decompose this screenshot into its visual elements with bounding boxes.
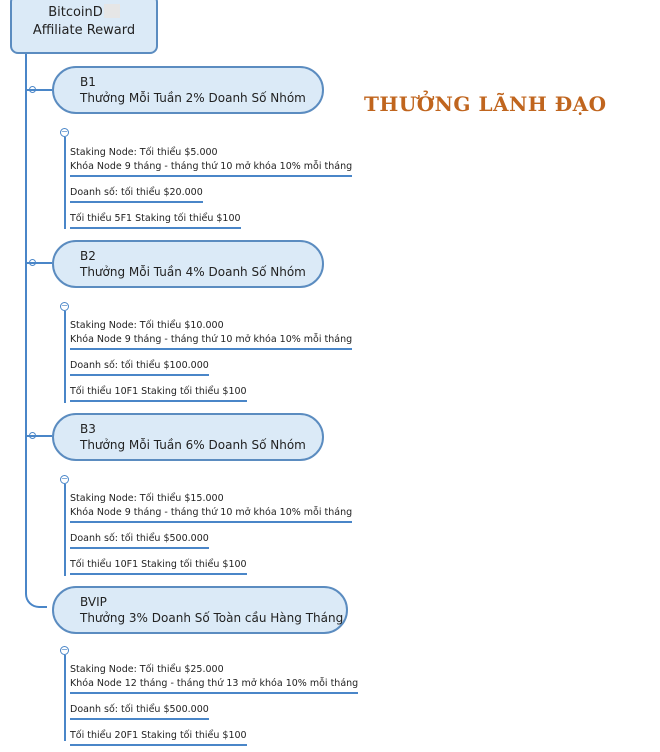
branch-title: Thưởng 3% Doanh Số Toàn cầu Hàng Tháng (80, 611, 344, 625)
sub-branch-line (64, 137, 66, 229)
branch-connector-curve (25, 580, 47, 608)
leaf-staking-lock[interactable] (70, 663, 358, 694)
branch-connector (27, 89, 52, 91)
leaf-staking: Staking Node: Tối thiểu $25.000 (70, 664, 224, 675)
section-heading: THƯỞNG LÃNH ĐẠO (364, 92, 607, 116)
collapse-toggle-icon[interactable]: − (61, 474, 68, 483)
sub-branch-line (64, 655, 66, 741)
leaf-f1[interactable]: Tối thiểu 5F1 Staking tối thiểu $100 (70, 212, 241, 229)
redacted-mark (104, 4, 120, 18)
leaf-f1[interactable]: Tối thiểu 20F1 Staking tối thiểu $100 (70, 729, 247, 746)
root-title: BitcoinD (48, 5, 103, 20)
branch-connector (27, 435, 52, 437)
sub-branch-line (64, 311, 66, 403)
leaf-lock: Khóa Node 9 tháng - tháng thứ 10 mở khóa 10% mỗi tháng (70, 506, 352, 523)
leaf-sales[interactable]: Doanh số: tối thiểu $20.000 (70, 186, 203, 203)
leaf-sales[interactable]: Doanh số: tối thiểu $100.000 (70, 359, 209, 376)
branch-code: B1 (80, 75, 96, 89)
collapse-toggle-icon[interactable]: − (61, 301, 68, 310)
leaf-staking-lock[interactable] (70, 146, 352, 177)
trunk-line (25, 54, 27, 588)
branch-title: Thưởng Mỗi Tuần 2% Doanh Số Nhóm (80, 91, 306, 105)
leaf-staking: Staking Node: Tối thiểu $5.000 (70, 147, 218, 158)
sub-branch-line (64, 484, 66, 576)
branch-node-b2[interactable] (52, 240, 324, 288)
branch-node-b1[interactable] (52, 66, 324, 114)
leaf-f1[interactable]: Tối thiểu 10F1 Staking tối thiểu $100 (70, 558, 247, 575)
collapse-toggle-icon[interactable]: − (61, 127, 68, 136)
branch-connector (27, 262, 52, 264)
leaf-lock: Khóa Node 12 tháng - tháng thứ 13 mở khóa 10% mỗi tháng (70, 677, 358, 694)
collapse-toggle-icon[interactable]: − (61, 645, 68, 654)
branch-code: BVIP (80, 595, 107, 609)
branch-code: B3 (80, 422, 96, 436)
branch-node-bvip[interactable] (52, 586, 348, 634)
root-subtitle: Affiliate Reward (32, 23, 136, 38)
branch-code: B2 (80, 249, 96, 263)
leaf-sales[interactable]: Doanh số: tối thiểu $500.000 (70, 532, 209, 549)
leaf-staking-lock[interactable] (70, 492, 352, 523)
leaf-f1[interactable]: Tối thiểu 10F1 Staking tối thiểu $100 (70, 385, 247, 402)
leaf-staking: Staking Node: Tối thiểu $15.000 (70, 493, 224, 504)
leaf-lock: Khóa Node 9 tháng - tháng thứ 10 mở khóa 10% mỗi tháng (70, 333, 352, 350)
root-node[interactable] (10, 0, 158, 54)
branch-title: Thưởng Mỗi Tuần 4% Doanh Số Nhóm (80, 265, 306, 279)
branch-node-b3[interactable] (52, 413, 324, 461)
leaf-lock: Khóa Node 9 tháng - tháng thứ 10 mở khóa 10% mỗi tháng (70, 160, 352, 177)
branch-title: Thưởng Mỗi Tuần 6% Doanh Số Nhóm (80, 438, 306, 452)
leaf-staking: Staking Node: Tối thiểu $10.000 (70, 320, 224, 331)
leaf-staking-lock[interactable] (70, 319, 352, 350)
leaf-sales[interactable]: Doanh số: tối thiểu $500.000 (70, 703, 209, 720)
